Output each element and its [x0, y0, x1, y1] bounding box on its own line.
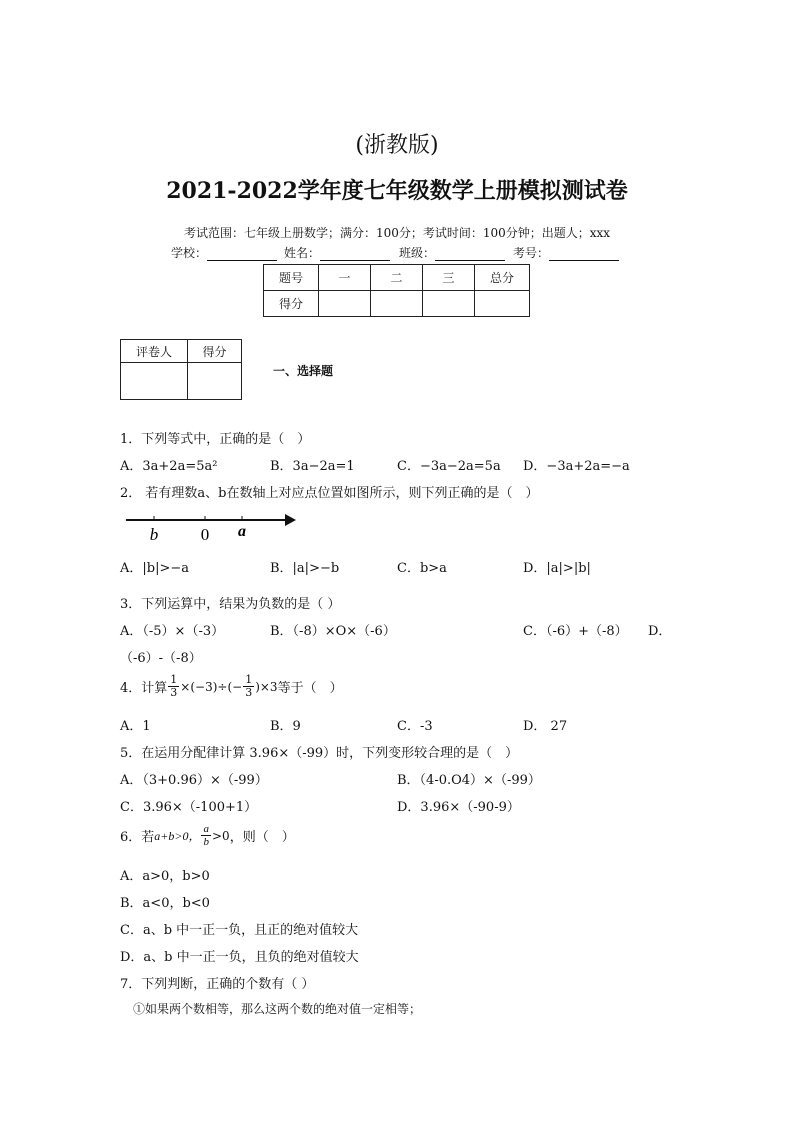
q2-option-c[interactable]: C．b>a [397, 561, 447, 576]
score-header-cell: 一 [319, 265, 371, 291]
q2-option-b[interactable]: B．|a|>−b [270, 561, 340, 576]
q4-fraction-1-num: 1 [170, 673, 178, 686]
q6-condition-2: >0 [211, 828, 230, 843]
number-line-figure [120, 508, 305, 544]
score-table-score-row [264, 291, 530, 317]
q2-option-a[interactable]: A．|b|>−a [120, 561, 190, 576]
score-input-cell[interactable] [319, 291, 371, 317]
q6-fraction-num: a [203, 823, 209, 835]
q6-fraction-den: b [203, 836, 209, 848]
q4-expr-part-2: )×3 [255, 679, 278, 694]
q4-stem-prefix: 4．计算 [120, 681, 168, 696]
q3-stem: 3．下列运算中，结果为负数的是（ ） [120, 597, 341, 612]
paper-title: 2021-2022学年度七年级数学上册模拟测试卷 [166, 178, 628, 204]
q6-option-d[interactable]: D．a、b 中一正一负，且负的绝对值较大 [120, 950, 359, 965]
q4-expr-part-1: ×(−3)÷(− [180, 679, 243, 694]
name-label: 姓名： [284, 246, 321, 260]
q7-stem: 7．下列判断，正确的个数有（ ） [120, 977, 315, 992]
axis-label-0: 0 [200, 525, 210, 544]
q1-option-a[interactable]: A．3a+2a=5a² [120, 459, 218, 474]
q4-fraction-2 [243, 674, 254, 699]
number-label: 考号： [513, 246, 550, 260]
grader-table [120, 339, 242, 400]
q6-fraction [201, 823, 211, 848]
school-label: 学校： [171, 246, 208, 260]
q4-stem-suffix: 等于（ ） [277, 681, 343, 696]
q4-fraction-2-num: 1 [245, 673, 253, 686]
school-field [171, 244, 277, 261]
q6-option-a[interactable]: A．a>0，b>0 [120, 869, 210, 884]
score-input-cell[interactable] [371, 291, 423, 317]
score-header-cell: 总分 [475, 265, 530, 291]
q4-fraction-2-den: 3 [245, 686, 253, 699]
q6-option-c[interactable]: C．a、b 中一正一负，且正的绝对值较大 [120, 923, 359, 938]
q4-fraction-1-den: 3 [170, 686, 178, 699]
q4-fraction-1 [168, 674, 179, 699]
q5-stem: 5．在运用分配律计算 3.96×（-99）时，下列变形较合理的是（ ） [120, 746, 519, 761]
grader-header-cell: 得分 [188, 340, 242, 363]
score-header-cell: 三 [423, 265, 475, 291]
q4-option-a[interactable]: A．1 [120, 719, 151, 734]
axis-label-a: a [238, 523, 246, 540]
q6-option-b[interactable]: B．a<0，b<0 [120, 896, 210, 911]
q4-stem [120, 674, 343, 699]
axis-label-b: b [149, 525, 159, 544]
q4-option-b[interactable]: B．9 [270, 719, 301, 734]
q3-option-d-label[interactable]: D． [648, 624, 672, 639]
class-blank[interactable] [435, 248, 505, 261]
q2-stem: 2． 若有理数a、b在数轴上对应点位置如图所示，则下列正确的是（ ） [120, 486, 539, 501]
number-blank[interactable] [549, 248, 619, 261]
q4-option-c[interactable]: C．-3 [397, 719, 433, 734]
score-row-label: 得分 [264, 291, 319, 317]
score-input-cell[interactable] [475, 291, 530, 317]
grader-input-cell[interactable] [121, 363, 188, 400]
grader-header-cell: 评卷人 [121, 340, 188, 363]
q5-option-b[interactable]: B．（4-0.O4）×（-99） [397, 773, 541, 788]
q3-option-d[interactable]: （-6）-（-8） [120, 651, 202, 666]
score-header-cell: 题号 [264, 265, 319, 291]
grader-input-row [121, 363, 242, 400]
exam-info-line: 考试范围：七年级上册数学；满分：100分；考试时间：100分钟；出题人；xxx [183, 226, 611, 240]
q5-option-a[interactable]: A．（3+0.96）×（-99） [120, 773, 268, 788]
school-blank[interactable] [207, 248, 277, 261]
section-title: 一、选择题 [273, 364, 334, 378]
q4-option-d[interactable]: D． 27 [523, 719, 568, 734]
q1-option-c[interactable]: C．−3a−2a=5a [397, 459, 501, 474]
q3-option-a[interactable]: A．（-5）×（-3） [120, 624, 225, 639]
q7-statement-1: ①如果两个数相等，那么这两个数的绝对值一定相等； [133, 1002, 422, 1016]
q6-stem-prefix: 6．若 [120, 830, 155, 845]
q3-option-c[interactable]: C．（-6）+（-8） [523, 624, 628, 639]
class-label: 班级： [399, 246, 436, 260]
number-line-arrow-icon [285, 514, 296, 526]
q1-option-b[interactable]: B．3a−2a=1 [270, 459, 355, 474]
paper-subtitle: (浙教版) [355, 133, 439, 158]
grader-input-cell[interactable] [188, 363, 242, 400]
name-blank[interactable] [320, 248, 390, 261]
score-table-header-row [264, 265, 530, 291]
q6-condition-1: a+b>0， [154, 829, 201, 843]
class-field [399, 244, 505, 261]
name-field [284, 244, 390, 261]
q3-option-b[interactable]: B．（-8）×O×（-6） [270, 624, 396, 639]
q1-option-d[interactable]: D．−3a+2a=−a [523, 459, 630, 474]
q2-option-d[interactable]: D．|a|>|b| [523, 561, 591, 576]
q5-option-d[interactable]: D．3.96×（-90-9） [397, 800, 520, 815]
q1-stem: 1．下列等式中，正确的是（ ） [120, 432, 311, 447]
q5-option-c[interactable]: C．3.96×（-100+1） [120, 800, 258, 815]
score-header-cell: 二 [371, 265, 423, 291]
q6-stem [120, 823, 295, 848]
q6-stem-suffix: ，则（ ） [229, 830, 295, 845]
score-table [263, 264, 530, 317]
grader-header-row [121, 340, 242, 363]
number-field [513, 244, 619, 261]
score-input-cell[interactable] [423, 291, 475, 317]
